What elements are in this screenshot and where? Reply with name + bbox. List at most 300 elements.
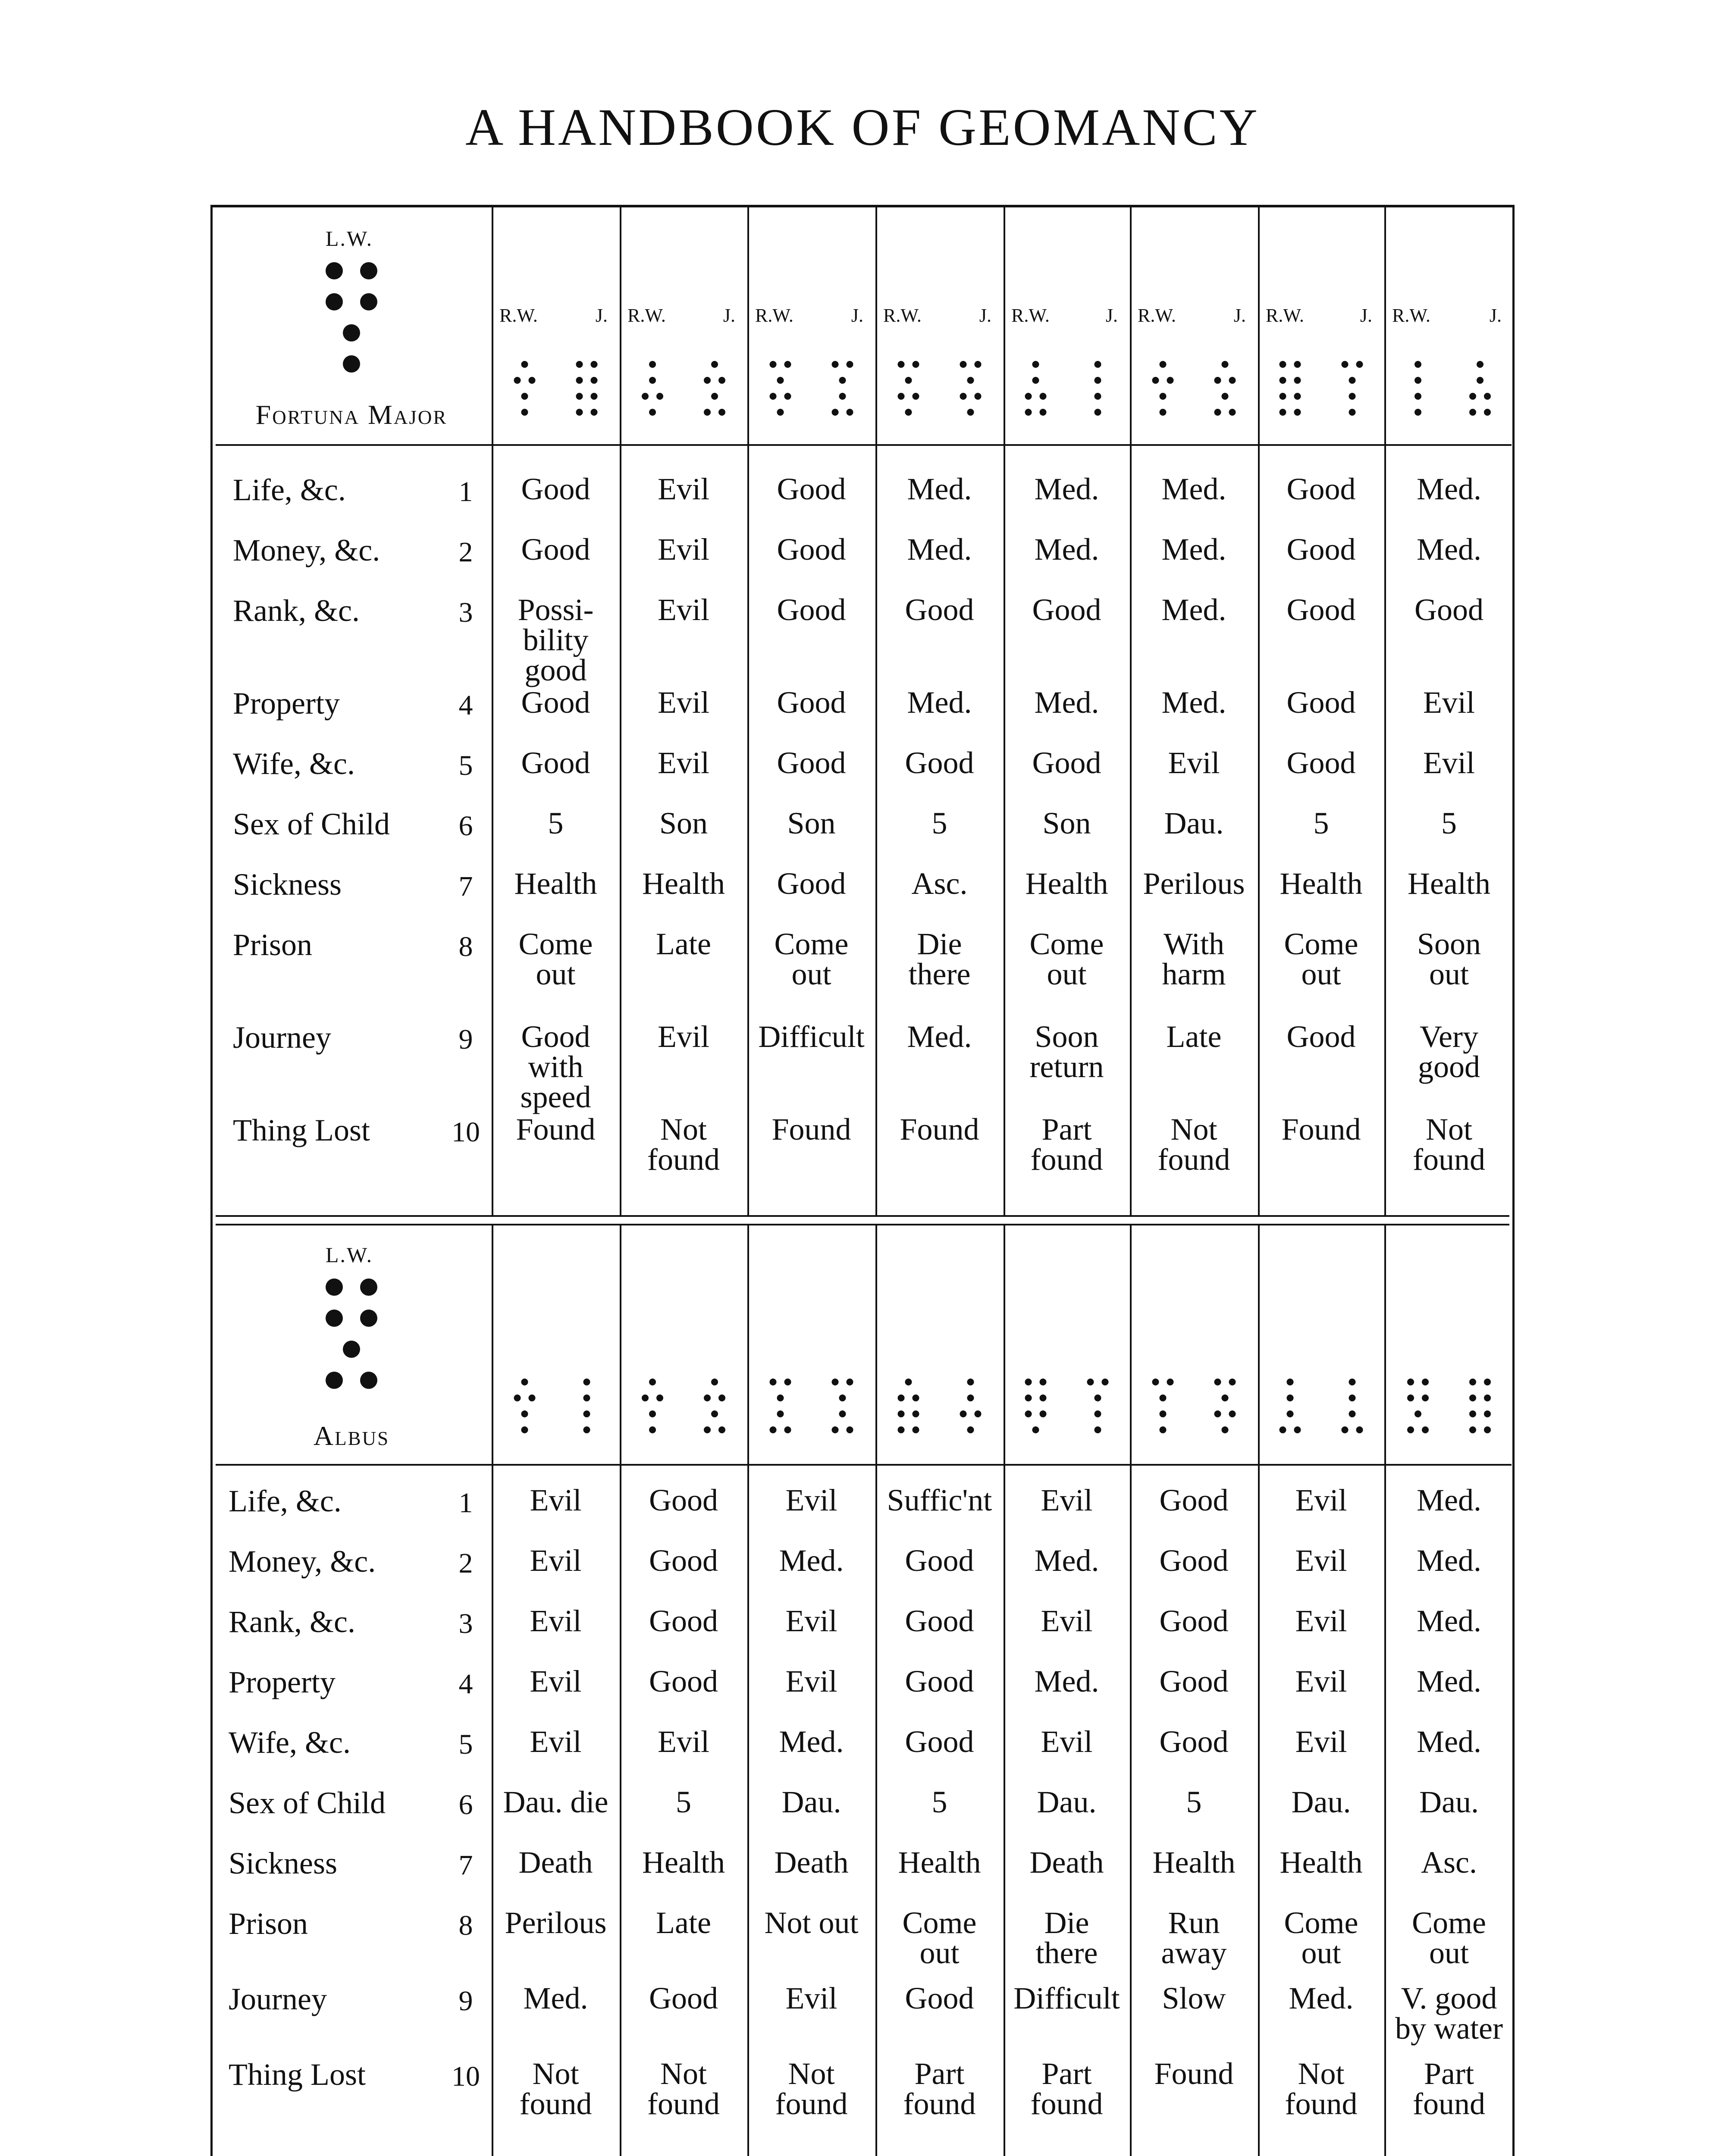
rw-figure-section_2-4-dot <box>1032 1426 1039 1433</box>
j-figure-section_2-4-dot <box>1087 1379 1094 1385</box>
table-cell: 5 <box>676 1785 691 1819</box>
rw-figure-section_2-4-dot <box>1025 1379 1032 1385</box>
j-figure-section_2-7-dot <box>1484 1395 1491 1401</box>
table-cell: Good <box>649 1543 718 1578</box>
table-cell: Difficult <box>1013 1981 1120 2015</box>
row-number: 5 <box>458 750 473 781</box>
j-figure-section_2-2-dot <box>832 1379 839 1385</box>
rw-label: R.W. <box>1011 305 1050 326</box>
table-cell: Med. <box>779 1543 844 1578</box>
table-cell: Perilous <box>505 1905 607 1940</box>
lw-label: L.W. <box>325 1243 373 1267</box>
table-cell: Evil <box>530 1664 582 1698</box>
table-cell: Good <box>521 532 590 567</box>
j-figure-section_1-6-dot <box>1349 409 1356 416</box>
j-figure-section_2-3-dot <box>960 1410 967 1417</box>
row-number: 3 <box>458 1608 473 1639</box>
table-cell: Not found <box>647 1112 720 1177</box>
row-number: 8 <box>458 931 473 962</box>
row-label: Prison <box>229 1906 308 1941</box>
table-cell: Good <box>905 1981 974 2015</box>
table-cell: Health <box>642 866 725 901</box>
table-cell: Found <box>772 1112 851 1147</box>
table-cell: 5 <box>932 1785 947 1819</box>
table-cell: Evil <box>658 532 709 567</box>
rw-figure-section_1-2-dot <box>784 361 791 368</box>
rw-label: R.W. <box>883 305 922 326</box>
j-figure-section_1-4-dot <box>1095 377 1101 384</box>
rw-figure-section_2-2-dot <box>770 1426 777 1433</box>
table-cell: Med. <box>1417 1664 1481 1698</box>
rw-figure-section_1-6-dot <box>1294 409 1301 416</box>
table-cell: Late <box>656 927 711 961</box>
j-figure-section_2-7-dot <box>1469 1395 1476 1401</box>
table-cell: Die there <box>1035 1905 1098 1970</box>
j-figure-section_1-3-dot <box>960 393 967 400</box>
rw-figure-section_2-2-dot <box>777 1395 784 1401</box>
rw-figure-section_2-1-dot <box>649 1410 656 1417</box>
j-figure-section_1-1-dot <box>704 377 711 384</box>
rw-figure-section_1-3-dot <box>913 393 919 400</box>
j-figure-section_1-1-dot <box>711 361 718 368</box>
table-cell: Come out <box>902 1905 977 1970</box>
rw-figure-section_2-6-dot <box>1287 1379 1294 1385</box>
table-cell: Good <box>777 472 846 506</box>
figure-section_2-dot <box>360 1279 377 1296</box>
rw-label: R.W. <box>755 305 794 326</box>
table-cell: Health <box>514 866 597 901</box>
table-cell: Med. <box>1034 1664 1099 1698</box>
table-cell: Health <box>642 1845 725 1880</box>
table-cell: Good <box>521 746 590 780</box>
j-label: J. <box>595 305 608 326</box>
rw-label: R.W. <box>627 305 666 326</box>
table-cell: 5 <box>1186 1785 1202 1819</box>
table-cell: Good <box>1286 592 1356 627</box>
j-figure-section_1-7-dot <box>1477 361 1484 368</box>
j-figure-section_1-6-dot <box>1342 361 1349 368</box>
table-cell: Good <box>1159 1604 1229 1638</box>
j-figure-section_2-5-dot <box>1214 1410 1221 1417</box>
table-cell: Med. <box>1034 532 1099 567</box>
rw-figure-section_1-1-dot <box>649 409 656 416</box>
table-cell: Good <box>649 1664 718 1698</box>
table-cell: Come out <box>518 927 593 991</box>
figure-section_2-dot <box>360 1372 377 1389</box>
table-cell: Good <box>1032 592 1101 627</box>
table-cell: Not out <box>764 1905 859 1940</box>
j-label: J. <box>1233 305 1246 326</box>
row-label: Life, &c. <box>233 473 346 507</box>
j-figure-section_1-0-dot <box>591 377 598 384</box>
rw-figure-section_1-2-dot <box>770 393 777 400</box>
rw-figure-section_2-1-dot <box>656 1395 663 1401</box>
rw-figure-section_2-3-dot <box>898 1426 905 1433</box>
table-cell: Evil <box>785 1664 837 1698</box>
row-label: Life, &c. <box>229 1484 342 1518</box>
j-figure-section_1-3-dot <box>975 361 982 368</box>
row-label: Thing Lost <box>229 2057 366 2092</box>
table-cell: Evil <box>1295 1664 1347 1698</box>
table-cell: Med. <box>1034 1543 1099 1578</box>
rw-figure-section_2-1-dot <box>649 1379 656 1385</box>
j-figure-section_2-4-dot <box>1095 1426 1101 1433</box>
table-cell: Perilous <box>1143 866 1245 901</box>
j-figure-section_1-5-dot <box>1222 393 1229 400</box>
j-figure-section_1-5-dot <box>1229 409 1236 416</box>
table-cell: Come out <box>1284 927 1358 991</box>
table-cell: Evil <box>658 1724 709 1759</box>
rw-figure-section_1-4-dot <box>1025 393 1032 400</box>
j-figure-section_1-2-dot <box>847 409 853 416</box>
rw-figure-section_2-3-dot <box>913 1410 919 1417</box>
j-figure-section_2-7-dot <box>1469 1426 1476 1433</box>
rw-figure-section_2-6-dot <box>1294 1426 1301 1433</box>
rw-figure-section_1-5-dot <box>1160 409 1167 416</box>
j-figure-section_2-7-dot <box>1484 1379 1491 1385</box>
rw-figure-section_2-3-dot <box>913 1426 919 1433</box>
figure-section_2-dot <box>360 1310 377 1327</box>
rw-figure-section_1-3-dot <box>898 393 905 400</box>
table-cell: Come out <box>774 927 849 991</box>
j-figure-section_1-0-dot <box>591 393 598 400</box>
rw-figure-section_1-7-dot <box>1414 409 1421 416</box>
j-figure-section_1-7-dot <box>1484 409 1491 416</box>
rw-figure-section_1-0-dot <box>521 361 528 368</box>
table-cell: Slow <box>1162 1981 1226 2015</box>
table-cell: Soon return <box>1029 1019 1104 1084</box>
j-figure-section_1-0-dot <box>576 409 583 416</box>
j-figure-section_1-0-dot <box>591 409 598 416</box>
table-cell: Med. <box>1417 1724 1481 1759</box>
table-cell: Evil <box>530 1483 582 1517</box>
j-figure-section_2-3-dot <box>975 1410 982 1417</box>
row-number: 2 <box>458 536 473 568</box>
row-number: 4 <box>458 689 473 721</box>
row-label: Sickness <box>229 1846 337 1880</box>
j-figure-section_2-0-dot <box>583 1395 590 1401</box>
j-figure-section_2-0-dot <box>583 1410 590 1417</box>
j-figure-section_2-2-dot <box>847 1426 853 1433</box>
table-cell: Son <box>659 806 708 840</box>
table-cell: Come out <box>1412 1905 1486 1970</box>
figure-section_2-dot <box>343 1341 360 1358</box>
j-label: J. <box>1105 305 1118 326</box>
rw-figure-section_1-2-dot <box>770 361 777 368</box>
table-cell: Good <box>521 472 590 506</box>
table-cell: Good <box>777 592 846 627</box>
table-cell: Med. <box>1161 532 1226 567</box>
figure-section_2-dot <box>326 1279 343 1296</box>
table-cell: Good <box>905 1543 974 1578</box>
table-cell: Good <box>1286 746 1356 780</box>
table-cell: Good <box>1159 1724 1229 1759</box>
rw-figure-section_2-1-dot <box>642 1395 649 1401</box>
table-cell: Good <box>1032 746 1101 780</box>
table-cell: Med. <box>1417 1483 1481 1517</box>
j-label: J. <box>723 305 735 326</box>
table-cell: Med. <box>907 1019 972 1054</box>
rw-figure-section_1-4-dot <box>1032 361 1039 368</box>
rw-figure-section_2-4-dot <box>1025 1395 1032 1401</box>
table-cell: Found <box>516 1112 596 1147</box>
table-cell: Evil <box>658 592 709 627</box>
row-label: Property <box>233 686 340 721</box>
j-figure-section_2-1-dot <box>711 1379 718 1385</box>
j-figure-section_2-4-dot <box>1095 1410 1101 1417</box>
rw-figure-section_1-0-dot <box>521 409 528 416</box>
rw-figure-section_2-5-dot <box>1167 1379 1174 1385</box>
rw-figure-section_1-3-dot <box>905 377 912 384</box>
rw-figure-section_2-2-dot <box>784 1426 791 1433</box>
row-number: 6 <box>458 1789 473 1821</box>
rw-figure-section_2-5-dot <box>1152 1379 1159 1385</box>
rw-figure-section_2-3-dot <box>898 1410 905 1417</box>
rw-figure-section_2-4-dot <box>1040 1379 1047 1385</box>
table-cell: Dau. <box>1291 1785 1351 1819</box>
rw-figure-section_2-3-dot <box>905 1379 912 1385</box>
row-label: Thing Lost <box>233 1113 370 1147</box>
table-cell: Evil <box>1041 1483 1093 1517</box>
j-figure-section_1-2-dot <box>832 409 839 416</box>
j-figure-section_2-3-dot <box>967 1395 974 1401</box>
rw-figure-section_1-4-dot <box>1040 409 1047 416</box>
table-cell: 5 <box>1313 806 1329 840</box>
table-cell: Evil <box>1041 1724 1093 1759</box>
j-figure-section_1-7-dot <box>1469 393 1476 400</box>
j-figure-section_1-2-dot <box>832 361 839 368</box>
j-figure-section_1-1-dot <box>711 393 718 400</box>
row-number: 6 <box>458 810 473 842</box>
j-figure-section_2-1-dot <box>718 1395 725 1401</box>
row-number: 5 <box>458 1729 473 1760</box>
table-cell: Med. <box>907 685 972 720</box>
table-cell: Not found <box>519 2056 592 2121</box>
j-label: J. <box>979 305 991 326</box>
rw-figure-section_2-3-dot <box>898 1395 905 1401</box>
rw-figure-section_1-3-dot <box>905 409 912 416</box>
table-cell: Son <box>787 806 836 840</box>
rw-figure-section_2-6-dot <box>1280 1426 1286 1433</box>
j-figure-section_1-4-dot <box>1095 393 1101 400</box>
table-cell: Med. <box>779 1724 844 1759</box>
figure-section_2-dot <box>326 1372 343 1389</box>
figure-section_1-dot <box>360 293 377 310</box>
rw-figure-section_1-4-dot <box>1025 409 1032 416</box>
table-cell: Dau. <box>1037 1785 1097 1819</box>
j-figure-section_1-2-dot <box>839 377 846 384</box>
j-figure-section_2-2-dot <box>847 1379 853 1385</box>
row-number: 2 <box>458 1548 473 1579</box>
table-cell: Soon out <box>1417 927 1481 991</box>
rw-figure-section_1-1-dot <box>649 361 656 368</box>
table-cell: Death <box>1029 1845 1104 1880</box>
rw-figure-section_2-5-dot <box>1160 1395 1167 1401</box>
figure-section_1-dot <box>360 262 377 279</box>
table-cell: Not found <box>1285 2056 1358 2121</box>
j-figure-section_2-4-dot <box>1102 1379 1109 1385</box>
j-figure-section_1-2-dot <box>839 393 846 400</box>
j-figure-section_1-5-dot <box>1229 377 1236 384</box>
table-cell: Part found <box>1030 2056 1103 2121</box>
j-figure-section_2-5-dot <box>1222 1426 1229 1433</box>
figure-section_1-dot <box>326 262 343 279</box>
figure-section_1-dot <box>343 324 360 342</box>
rw-figure-section_2-5-dot <box>1160 1410 1167 1417</box>
j-figure-section_1-1-dot <box>704 409 711 416</box>
row-number: 9 <box>458 1024 473 1055</box>
table-cell: Med. <box>1034 472 1099 506</box>
j-figure-section_2-7-dot <box>1484 1410 1491 1417</box>
j-figure-section_1-0-dot <box>591 361 598 368</box>
table-cell: Death <box>774 1845 849 1880</box>
rw-figure-section_1-3-dot <box>913 361 919 368</box>
table-cell: Good <box>905 1604 974 1638</box>
table-cell: Health <box>1280 1845 1363 1880</box>
table-cell: Good <box>1159 1483 1229 1517</box>
table-cell: Very good <box>1418 1019 1480 1084</box>
table-cell: Part found <box>1030 1112 1103 1177</box>
table-cell: Dau. die <box>503 1785 608 1819</box>
table-cell: Good <box>1286 685 1356 720</box>
table-cell: Med. <box>907 532 972 567</box>
table-cell: Not found <box>1157 1112 1230 1177</box>
rw-figure-section_2-0-dot <box>521 1426 528 1433</box>
table-cell: Late <box>656 1905 711 1940</box>
table-cell: Late <box>1166 1019 1222 1054</box>
rw-figure-section_1-2-dot <box>784 393 791 400</box>
row-label: Rank, &c. <box>229 1604 355 1639</box>
table-cell: Die there <box>908 927 971 991</box>
j-figure-section_2-1-dot <box>704 1395 711 1401</box>
j-figure-section_1-5-dot <box>1214 377 1221 384</box>
table-cell: Evil <box>785 1981 837 2015</box>
table-cell: Evil <box>1168 746 1220 780</box>
row-number: 10 <box>452 1116 480 1148</box>
rw-figure-section_1-6-dot <box>1294 361 1301 368</box>
table-cell: With harm <box>1162 927 1226 991</box>
table-cell: Evil <box>1295 1724 1347 1759</box>
j-figure-section_2-3-dot <box>967 1426 974 1433</box>
table-cell: Good <box>649 1981 718 2015</box>
rw-figure-section_1-1-dot <box>656 393 663 400</box>
rw-figure-section_2-4-dot <box>1040 1410 1047 1417</box>
j-label: J. <box>1489 305 1502 326</box>
j-figure-section_1-7-dot <box>1469 409 1476 416</box>
page-title: A HANDBOOK OF GEOMANCY <box>465 98 1260 157</box>
rw-figure-section_2-4-dot <box>1025 1410 1032 1417</box>
table-cell: Med. <box>1417 1604 1481 1638</box>
j-figure-section_1-0-dot <box>576 377 583 384</box>
table-cell: Found <box>900 1112 979 1147</box>
table-cell: Dau. <box>1419 1785 1479 1819</box>
j-figure-section_1-4-dot <box>1095 409 1101 416</box>
j-figure-section_2-4-dot <box>1095 1395 1101 1401</box>
table-cell: Med. <box>1417 1543 1481 1578</box>
table-cell: Good <box>1414 592 1484 627</box>
j-figure-section_1-2-dot <box>847 361 853 368</box>
table-cell: Evil <box>658 1019 709 1054</box>
rw-figure-section_1-3-dot <box>898 361 905 368</box>
table-cell: Evil <box>1423 685 1475 720</box>
rw-figure-section_1-0-dot <box>529 377 536 384</box>
table-cell: Good <box>1159 1664 1229 1698</box>
table-cell: Good <box>1159 1543 1229 1578</box>
table-cell: Not found <box>775 2056 848 2121</box>
table-cell: Part found <box>1413 2056 1485 2121</box>
table-cell: Good <box>905 592 974 627</box>
table-cell: Med. <box>1289 1981 1354 2015</box>
j-figure-section_2-7-dot <box>1469 1410 1476 1417</box>
table-cell: Med. <box>907 472 972 506</box>
rw-figure-section_2-7-dot <box>1407 1379 1414 1385</box>
table-cell: Possi- bility good <box>518 592 594 687</box>
table-cell: Difficult <box>758 1019 865 1054</box>
j-figure-section_2-1-dot <box>711 1410 718 1417</box>
row-label: Rank, &c. <box>233 593 360 628</box>
table-cell: Part found <box>903 2056 976 2121</box>
j-figure-section_2-1-dot <box>704 1426 711 1433</box>
j-figure-section_1-3-dot <box>967 409 974 416</box>
rw-figure-section_1-6-dot <box>1280 393 1286 400</box>
j-figure-section_1-0-dot <box>576 361 583 368</box>
rw-figure-section_2-2-dot <box>770 1379 777 1385</box>
table-cell: Med. <box>1161 592 1226 627</box>
table-cell: Good <box>649 1483 718 1517</box>
rw-figure-section_2-7-dot <box>1407 1426 1414 1433</box>
rw-figure-section_2-2-dot <box>784 1379 791 1385</box>
table-cell: Come out <box>1284 1905 1358 1970</box>
j-figure-section_1-6-dot <box>1349 377 1356 384</box>
table-cell: Good <box>521 685 590 720</box>
table-cell: Evil <box>785 1483 837 1517</box>
table-cell: Come out <box>1029 927 1104 991</box>
row-label: Journey <box>229 1982 327 2016</box>
table-cell: Good <box>905 1724 974 1759</box>
rw-figure-section_1-7-dot <box>1414 361 1421 368</box>
row-number: 1 <box>458 476 473 508</box>
table-cell: 5 <box>1441 806 1457 840</box>
j-figure-section_2-2-dot <box>832 1426 839 1433</box>
table-cell: Evil <box>1041 1604 1093 1638</box>
table-cell: Health <box>1025 866 1108 901</box>
j-figure-section_2-5-dot <box>1229 1379 1236 1385</box>
j-figure-section_1-1-dot <box>718 409 725 416</box>
rw-figure-section_1-6-dot <box>1280 377 1286 384</box>
table-cell: Evil <box>1295 1543 1347 1578</box>
table-cell: Evil <box>530 1604 582 1638</box>
rw-figure-section_2-7-dot <box>1422 1379 1429 1385</box>
table-cell: Good <box>777 866 846 901</box>
row-label: Property <box>229 1665 336 1699</box>
table-cell: Suffic'nt <box>887 1483 992 1517</box>
rw-figure-section_2-0-dot <box>514 1395 521 1401</box>
rw-figure-section_2-1-dot <box>649 1426 656 1433</box>
rw-label: R.W. <box>1266 305 1304 326</box>
table-cell: Asc. <box>1421 1845 1477 1880</box>
table-cell: Asc. <box>911 866 968 901</box>
rw-figure-section_1-6-dot <box>1280 409 1286 416</box>
table-cell: Med. <box>1417 532 1481 567</box>
table-cell: Good <box>1286 1019 1356 1054</box>
rw-label: R.W. <box>499 305 538 326</box>
row-number: 3 <box>458 597 473 628</box>
figure-section_1-dot <box>326 293 343 310</box>
j-figure-section_1-6-dot <box>1356 361 1363 368</box>
j-figure-section_1-3-dot <box>960 361 967 368</box>
rw-figure-section_1-4-dot <box>1040 393 1047 400</box>
j-figure-section_1-3-dot <box>967 377 974 384</box>
